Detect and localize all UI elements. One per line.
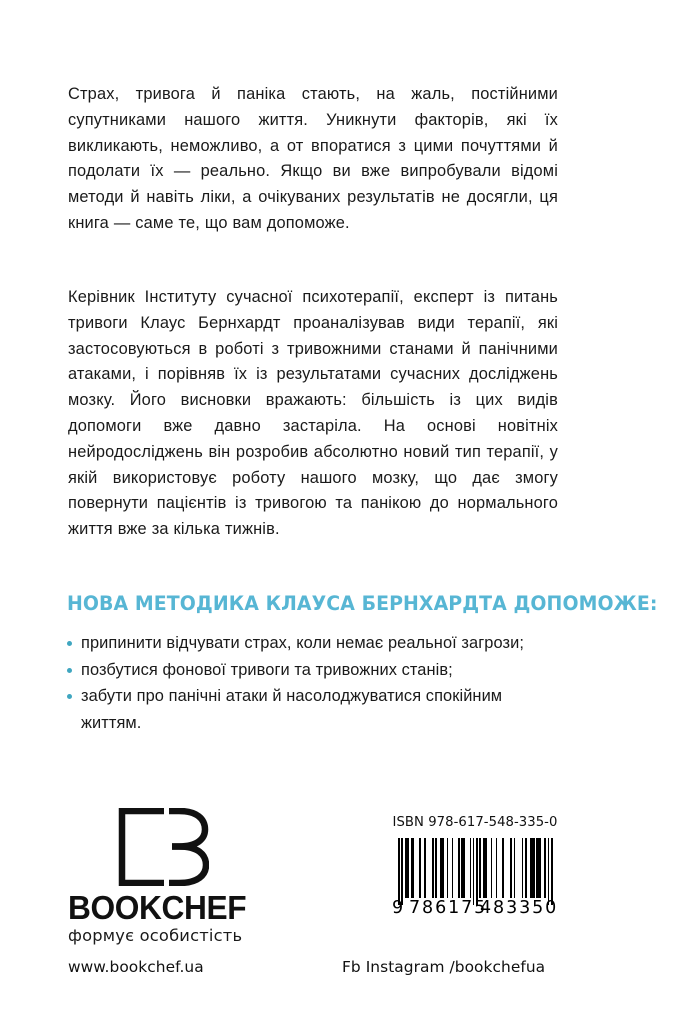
list-item (67, 683, 562, 736)
barcode-bars (398, 838, 553, 905)
bullet-dot-icon (67, 641, 72, 646)
list-item-label: забути про панічні атаки й насолоджуватися спокійним життям. (81, 687, 503, 732)
publisher-wordmark: BOOKCHEF (68, 889, 247, 926)
list-item (67, 657, 562, 684)
bullet-dot-icon (67, 668, 72, 673)
barcode-lead-digit: 9 (392, 898, 404, 918)
website-url[interactable]: www.bookchef.ua (68, 958, 204, 976)
list-item-label: позбутися фонової тривоги та тривожних станів; (81, 660, 453, 679)
barcode-right-group: 483350 (480, 898, 559, 918)
blurb-paragraph-2 (68, 285, 558, 543)
ean13-barcode-icon (392, 838, 558, 924)
list-item-label: припинити відчувати страх, коли немає реальної загрози; (81, 634, 524, 652)
social-handles[interactable]: Fb Instagram /bookchefua (342, 958, 546, 976)
blurb-paragraph-1 (68, 82, 558, 237)
bullet-dot-icon (67, 694, 72, 699)
bookchef-cb-monogram-icon (117, 808, 209, 886)
promo-heading: НОВА МЕТОДИКА КЛАУСА БЕРНХАРДТА ДОПОМОЖЕ: (67, 592, 658, 615)
isbn-label: ISBN 978-617-548-335-0 (392, 815, 558, 830)
blurb-paragraph-1-text: Страх, тривога й паніка стають, на жаль, постійними супутниками нашого життя. Уникнути факторів, які їх викликають, неможливо, а от впоратися з цими почуттями й подолати їх — реально. Якщо ви вже випробували відомі методи й навіть ліки, а очікуваних результатів не досягли, ця книга — саме те, що вам допоможе. (68, 85, 558, 232)
benefits-list (67, 630, 562, 736)
barcode-digits (392, 897, 558, 919)
publisher-logo (68, 808, 268, 945)
barcode-left-group: 786175 (409, 898, 488, 918)
isbn-area (392, 815, 558, 924)
publisher-tagline: формує особистість (68, 926, 243, 945)
blurb-paragraph-2-text: Керівник Інституту сучасної психотерапії, експерт із питань тривоги Клаус Бернхардт проаналізував види терапії, які застосовуються в роботі з тривожними станами й панічними атаками, і порівняв їх із результатами сучасних досліджень мозку. Його висновки вражають: більшість із цих видів допомоги вже давно застаріла. На основі новітніх нейродосліджень він розробив абсолютно новий тип терапії, у якій використовує роботу нашого мозку, що дає змогу повернути пацієнтів із тривогою та панікою до нормального життя вже за кілька тижнів. (68, 288, 558, 539)
list-item (67, 630, 562, 657)
